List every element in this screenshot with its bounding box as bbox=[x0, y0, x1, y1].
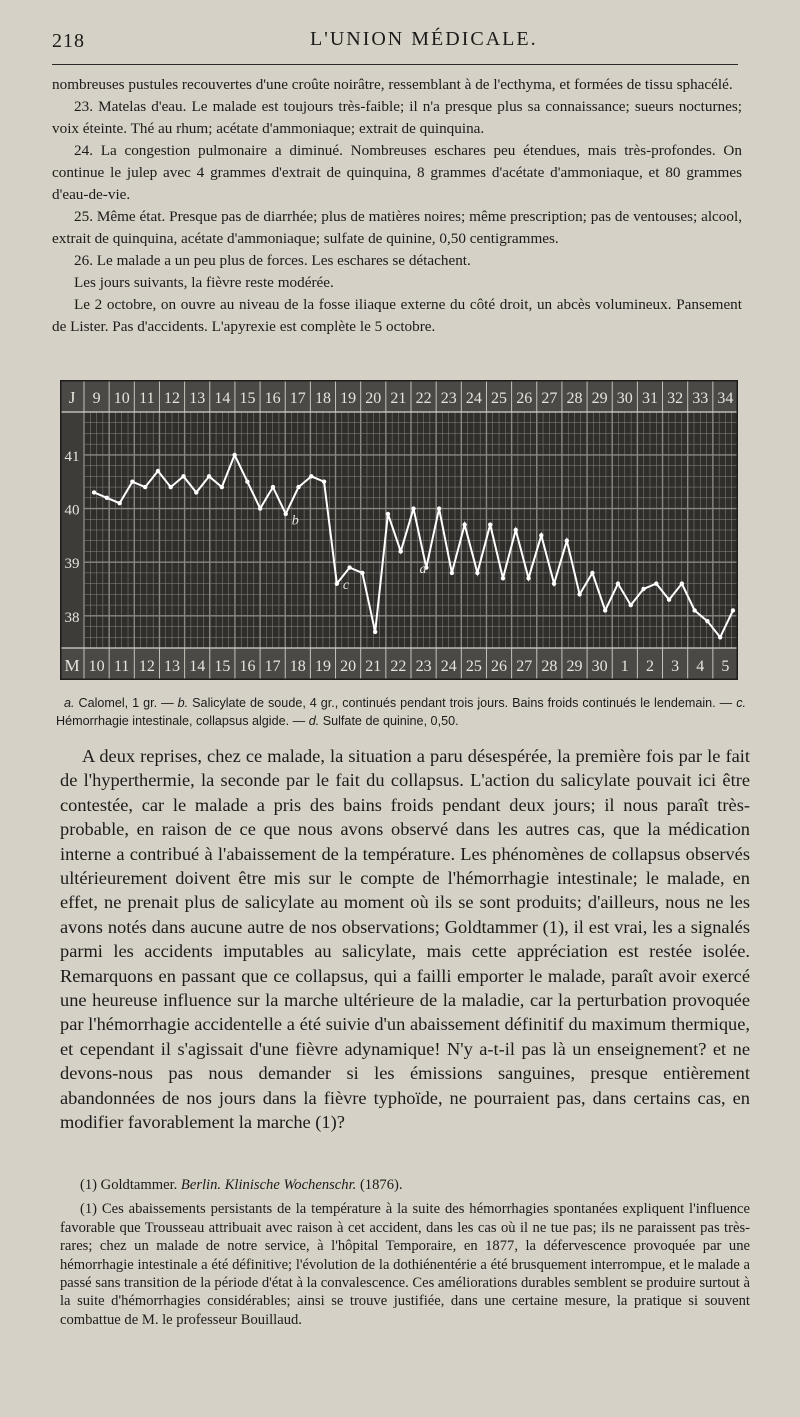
temperature-point bbox=[450, 571, 454, 575]
y-tick-label: 38 bbox=[64, 609, 80, 626]
chart-annotation: d bbox=[419, 561, 427, 577]
top-day-label: 10 bbox=[113, 390, 130, 407]
bottom-day-label: 16 bbox=[239, 658, 256, 675]
caption-a-text: Calomel, 1 gr. — bbox=[74, 696, 178, 710]
temperature-point bbox=[552, 581, 556, 585]
top-day-label: 24 bbox=[465, 390, 482, 407]
temperature-point bbox=[335, 581, 339, 585]
top-day-label: 33 bbox=[692, 390, 709, 407]
top-day-label: 22 bbox=[415, 390, 432, 407]
y-tick-label: 41 bbox=[64, 448, 80, 465]
top-day-label: 14 bbox=[214, 390, 231, 407]
case-note: Les jours suivants, la fièvre reste modérée. bbox=[74, 274, 334, 291]
bottom-day-label: 23 bbox=[415, 658, 432, 675]
discussion-text bbox=[60, 744, 750, 1135]
bottom-day-label: 28 bbox=[541, 658, 558, 675]
temperature-chart bbox=[60, 380, 738, 680]
temperature-point bbox=[437, 506, 441, 510]
temperature-point bbox=[462, 522, 466, 526]
temperature-point bbox=[629, 603, 633, 607]
caption-c-label: c. bbox=[736, 696, 746, 710]
temperature-point bbox=[143, 485, 147, 489]
caption-d-label: d. bbox=[308, 714, 320, 728]
top-day-label: 18 bbox=[314, 390, 331, 407]
top-day-label: 28 bbox=[566, 390, 583, 407]
top-day-label: 34 bbox=[717, 390, 734, 407]
bottom-day-label: 18 bbox=[289, 658, 306, 675]
temperature-point bbox=[731, 608, 735, 612]
discussion-paragraph: A deux reprises, chez ce malade, la situation a paru désespérée, la première fois par le fait de l'hyperthermie, la seconde par le fait du collapsus. L'action du salicylate pouvait ici être contestée, car le malade a pris des bains froids pendant deux jours; il nous paraît très-probable, en raison de ce que nous avons observé dans les autres cas, que la médication interne a contribué à l'abaissement de la température. Les phénomènes de collapsus observés ultérieurement doivent être mis sur le compte de l'hémorrhagie intestinale; le malade, en effet, ne prenait plus de salicylate au moment où ils se sont produits; d'ailleurs, nous ne les avons notés dans aucune autre de nos observations; Goldtammer (1), il est vrai, les a signalés parmi les accidents imputables au salicylate, mais cette appréciation est restée isolée. Remarquons en passant que ce collapsus, qui a failli emporter le malade, paraît avoir exercé une heureuse influence sur la marche ultérieure de la maladie, car la perturbation provoquée par l'hémorrhagie accidentelle a été suivie d'un abaissement définitif du maximum thermique, et cependant il s'agissait d'une fièvre adynamique! N'y a-t-il pas là un enseignement? et ne devons-nous pas nous demander si les émissions sanguines, presque entièrement abandonnées de nos jours dans la fièvre typhoïde, ne pourraient pas, dans certains cas, en modifier favorablement la marche (1)? bbox=[60, 746, 750, 1133]
chart-caption bbox=[56, 694, 746, 730]
temperature-point bbox=[296, 485, 300, 489]
temperature-point bbox=[194, 490, 198, 494]
temperature-point bbox=[590, 571, 594, 575]
bottom-day-label: 26 bbox=[491, 658, 508, 675]
page-number: 218 bbox=[52, 30, 85, 52]
temperature-chart-svg bbox=[60, 380, 738, 680]
temperature-point bbox=[399, 549, 403, 553]
top-day-label: 17 bbox=[289, 390, 306, 407]
bottom-day-label: 11 bbox=[114, 658, 130, 675]
temperature-point bbox=[271, 485, 275, 489]
bottom-day-label: 19 bbox=[314, 658, 331, 675]
y-tick-label: 40 bbox=[64, 502, 80, 519]
top-day-label: 12 bbox=[164, 390, 181, 407]
bottom-day-label: 27 bbox=[516, 658, 533, 675]
bottom-day-label: 29 bbox=[566, 658, 583, 675]
bottom-day-label: 30 bbox=[591, 658, 608, 675]
temperature-point bbox=[258, 506, 262, 510]
top-day-label: 31 bbox=[641, 390, 658, 407]
temperature-point bbox=[565, 539, 569, 543]
temperature-point bbox=[117, 501, 121, 505]
caption-d-text: Sulfate de quinine, 0,50. bbox=[319, 714, 459, 728]
case-note: nombreuses pustules recouvertes d'une croûte noirâtre, ressemblant à de l'ecthyma, et formées de tissu sphacélé. bbox=[52, 76, 733, 93]
case-note: Le 2 octobre, on ouvre au niveau de la fosse iliaque externe du côté droit, un abcès volumineux. Pansement de Lister. Pas d'accidents. L'apyrexie est complète le 5 octobre. bbox=[52, 296, 742, 335]
temperature-point bbox=[322, 480, 326, 484]
bottom-day-label: 15 bbox=[214, 658, 231, 675]
caption-c-text: Hémorrhagie intestinale, collapsus algide. — bbox=[56, 714, 309, 728]
top-day-label: 30 bbox=[616, 390, 633, 407]
chart-annotation: c bbox=[342, 578, 350, 593]
temperature-point bbox=[92, 490, 96, 494]
temperature-point bbox=[654, 581, 658, 585]
temperature-point bbox=[539, 533, 543, 537]
bottom-day-label: 4 bbox=[696, 658, 705, 675]
temperature-point bbox=[130, 480, 134, 484]
temperature-point bbox=[347, 565, 351, 569]
bottom-day-label: 21 bbox=[365, 658, 382, 675]
temperature-point bbox=[641, 587, 645, 591]
temperature-point bbox=[514, 528, 518, 532]
bottom-day-label: 3 bbox=[671, 658, 680, 675]
bottom-day-label: 2 bbox=[645, 658, 654, 675]
top-day-label: 23 bbox=[440, 390, 457, 407]
case-note: 26. Le malade a un peu plus de forces. Les eschares se détachent. bbox=[74, 252, 471, 269]
temperature-point bbox=[309, 474, 313, 478]
top-day-label: 25 bbox=[491, 390, 508, 407]
case-notes bbox=[52, 74, 742, 338]
case-note: 25. Même état. Presque pas de diarrhée; plus de matières noires; même prescription; pas de ventouses; alcool, extrait de quinquina, acétate d'ammoniaque; sulfate de quinine, 0,50 centigrammes. bbox=[52, 208, 742, 247]
temperature-point bbox=[705, 619, 709, 623]
temperature-point bbox=[616, 581, 620, 585]
footnote-1-suffix: (1876). bbox=[356, 1177, 403, 1193]
caption-a-label: a. bbox=[64, 696, 75, 710]
bottom-day-label: 25 bbox=[465, 658, 482, 675]
temperature-point bbox=[718, 635, 722, 639]
top-day-label: 11 bbox=[139, 390, 155, 407]
chart-annotation: b bbox=[291, 513, 299, 529]
case-note: 24. La congestion pulmonaire a diminué. Nombreuses eschares peu étendues, mais très-profondes. On continue le julep avec 4 grammes d'extrait de quinquina, 8 grammes d'acétate d'ammoniaque, et 80 grammes d'eau-de-vie. bbox=[52, 142, 742, 203]
top-day-label: 16 bbox=[264, 390, 281, 407]
top-day-label: 15 bbox=[239, 390, 256, 407]
temperature-point bbox=[232, 453, 236, 457]
footnotes bbox=[60, 1176, 750, 1335]
top-day-label: 9 bbox=[92, 390, 101, 407]
temperature-point bbox=[667, 598, 671, 602]
temperature-point bbox=[488, 522, 492, 526]
top-day-label: 21 bbox=[390, 390, 407, 407]
temperature-point bbox=[501, 576, 505, 580]
top-day-label: 27 bbox=[541, 390, 558, 407]
footnote-goldtammer bbox=[60, 1176, 750, 1194]
temperature-point bbox=[156, 469, 160, 473]
bottom-axis-label: M bbox=[64, 656, 80, 675]
temperature-point bbox=[373, 630, 377, 634]
temperature-point bbox=[105, 496, 109, 500]
case-note: 23. Matelas d'eau. Le malade est toujours très-faible; il n'a presque plus sa connaissance; sueurs nocturnes; voix éteinte. Thé au rhum; acétate d'ammoniaque; extrait de quinquina. bbox=[52, 98, 742, 137]
top-day-label: 19 bbox=[340, 390, 357, 407]
bottom-day-label: 24 bbox=[440, 658, 457, 675]
y-tick-label: 39 bbox=[64, 556, 80, 573]
temperature-point bbox=[284, 512, 288, 516]
temperature-point bbox=[220, 485, 224, 489]
bottom-day-label: 12 bbox=[138, 658, 155, 675]
temperature-point bbox=[692, 608, 696, 612]
bottom-day-label: 17 bbox=[264, 658, 281, 675]
top-day-label: 29 bbox=[591, 390, 608, 407]
bottom-day-label: 14 bbox=[189, 658, 206, 675]
temperature-point bbox=[577, 592, 581, 596]
temperature-point bbox=[526, 576, 530, 580]
footnote-1-title: Berlin. Klinische Wochenschr. bbox=[180, 1177, 357, 1193]
top-axis-label: J bbox=[68, 388, 76, 407]
temperature-point bbox=[181, 474, 185, 478]
bottom-day-label: 13 bbox=[164, 658, 181, 675]
temperature-point bbox=[360, 571, 364, 575]
footnote-hemorrhage: (1) Ces abaissements persistants de la température à la suite des hémorrhagies spontanées expliquent l'influence favorable que Trousseau attribuait avec raison à cet accident, dans les cas où il ne tue pas; ils ne paraissent pas très-rares; chez un malade de notre service, à l'hôpital Temporaire, en 1877, la défervescence provoquée par une hémorrhagie intestinale a été définitive; l'évolution de la dothiénentérie a été brusquement interrompue, et le malade a passé sans transition de la période d'état à la convalescence. Ces améliorations durables semblent se produire surtout à la suite d'hémorrhagies considérables; ainsi se trouve justifiée, dans une certaine mesure, la pratique si souvent combattue de M. le professeur Bouillaud. bbox=[60, 1201, 750, 1328]
temperature-point bbox=[245, 480, 249, 484]
header-rule bbox=[52, 64, 738, 65]
temperature-point bbox=[169, 485, 173, 489]
temperature-point bbox=[475, 571, 479, 575]
top-day-label: 13 bbox=[189, 390, 206, 407]
page-header bbox=[52, 26, 742, 56]
temperature-point bbox=[603, 608, 607, 612]
temperature-point bbox=[386, 512, 390, 516]
bottom-day-label: 10 bbox=[88, 658, 105, 675]
top-day-label: 32 bbox=[667, 390, 684, 407]
temperature-point bbox=[680, 581, 684, 585]
top-day-label: 26 bbox=[516, 390, 533, 407]
temperature-point bbox=[207, 474, 211, 478]
bottom-day-label: 22 bbox=[390, 658, 407, 675]
bottom-day-label: 5 bbox=[721, 658, 730, 675]
journal-title: L'UNION MÉDICALE. bbox=[310, 28, 538, 50]
footnote-1-prefix: (1) Goldtammer. bbox=[80, 1177, 181, 1193]
caption-b-text: Salicylate de soude, 4 gr., continués pendant trois jours. Bains froids continués le lendemain. — bbox=[188, 696, 737, 710]
bottom-day-label: 1 bbox=[620, 658, 629, 675]
top-day-label: 20 bbox=[365, 390, 382, 407]
bottom-day-label: 20 bbox=[340, 658, 357, 675]
temperature-point bbox=[411, 506, 415, 510]
caption-b-label: b. bbox=[177, 696, 189, 710]
